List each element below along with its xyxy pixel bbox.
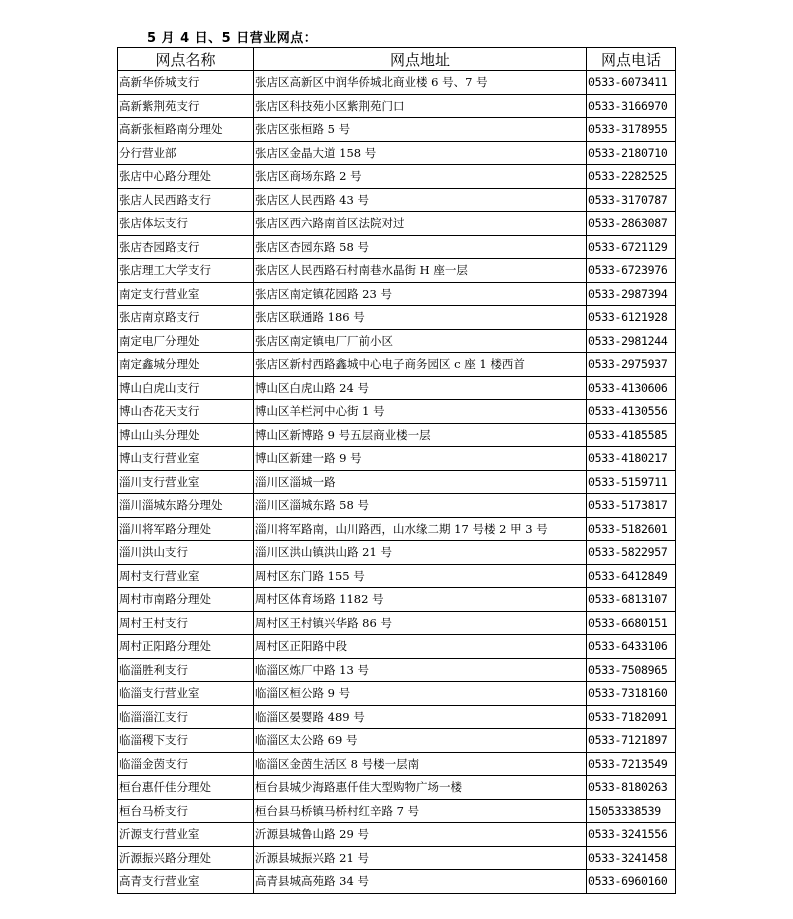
branch-address-cell: 张店区人民西路石村南巷水晶街 H 座一层 <box>254 259 587 283</box>
branch-address-cell: 临淄区桓公路 9 号 <box>254 682 587 706</box>
branch-phone-cell: 0533-6721129 <box>587 235 676 259</box>
branch-name-cell: 张店理工大学支行 <box>118 259 254 283</box>
branch-address-cell: 高青县城高苑路 34 号 <box>254 870 587 894</box>
branch-address-cell: 张店区人民西路 43 号 <box>254 188 587 212</box>
table-row <box>118 118 676 142</box>
branch-name-cell: 淄川洪山支行 <box>118 541 254 565</box>
table-row <box>118 823 676 847</box>
branch-address-cell: 淄川区淄城东路 58 号 <box>254 494 587 518</box>
table-row <box>118 776 676 800</box>
branch-name-cell: 博山杏花天支行 <box>118 400 254 424</box>
branch-phone-cell: 0533-2180710 <box>587 141 676 165</box>
branch-phone-cell: 0533-2975937 <box>587 353 676 377</box>
table-row <box>118 423 676 447</box>
table-row <box>118 494 676 518</box>
table-row <box>118 729 676 753</box>
branch-address-cell: 张店区西六路南首区法院对过 <box>254 212 587 236</box>
table-row <box>118 799 676 823</box>
branch-address-cell: 张店区联通路 186 号 <box>254 306 587 330</box>
branch-phone-cell: 0533-5173817 <box>587 494 676 518</box>
branch-phone-cell: 15053338539 <box>587 799 676 823</box>
table-row <box>118 165 676 189</box>
table-row <box>118 306 676 330</box>
table-row <box>118 235 676 259</box>
branch-address-cell: 桓台县城少海路惠仟佳大型购物广场一楼 <box>254 776 587 800</box>
branch-name-cell: 临淄金茵支行 <box>118 752 254 776</box>
branch-name-cell: 高新紫荆苑支行 <box>118 94 254 118</box>
table-row <box>118 329 676 353</box>
branch-phone-cell: 0533-6723976 <box>587 259 676 283</box>
branch-phone-cell: 0533-3178955 <box>587 118 676 142</box>
branch-phone-cell: 0533-7508965 <box>587 658 676 682</box>
branch-phone-cell: 0533-6433106 <box>587 635 676 659</box>
branch-phone-cell: 0533-2981244 <box>587 329 676 353</box>
table-row <box>118 376 676 400</box>
table-row <box>118 259 676 283</box>
branch-phone-cell: 0533-4185585 <box>587 423 676 447</box>
branch-phone-cell: 0533-3241458 <box>587 846 676 870</box>
branch-name-cell: 分行营业部 <box>118 141 254 165</box>
branch-name-cell: 张店南京路支行 <box>118 306 254 330</box>
branch-name-cell: 桓台惠仟佳分理处 <box>118 776 254 800</box>
table-row <box>118 611 676 635</box>
table-header-row <box>118 48 676 71</box>
branch-name-cell: 临淄胜利支行 <box>118 658 254 682</box>
branch-name-cell: 博山白虎山支行 <box>118 376 254 400</box>
branch-phone-cell: 0533-5822957 <box>587 541 676 565</box>
table-row <box>118 705 676 729</box>
column-header-phone: 网点电话 <box>587 48 676 71</box>
branch-address-cell: 博山区新博路 9 号五层商业楼一层 <box>254 423 587 447</box>
branch-phone-cell: 0533-8180263 <box>587 776 676 800</box>
branch-name-cell: 高青支行营业室 <box>118 870 254 894</box>
branch-address-cell: 周村区王村镇兴华路 86 号 <box>254 611 587 635</box>
branch-address-cell: 沂源县城鲁山路 29 号 <box>254 823 587 847</box>
table-row <box>118 71 676 95</box>
branch-name-cell: 南定电厂分理处 <box>118 329 254 353</box>
column-header-address: 网点地址 <box>254 48 587 71</box>
branch-address-cell: 张店区张桓路 5 号 <box>254 118 587 142</box>
branch-address-cell: 张店区高新区中润华侨城北商业楼 6 号、7 号 <box>254 71 587 95</box>
branch-address-cell: 桓台县马桥镇马桥村红辛路 7 号 <box>254 799 587 823</box>
branch-name-cell: 南定鑫城分理处 <box>118 353 254 377</box>
branch-address-cell: 张店区南定镇花园路 23 号 <box>254 282 587 306</box>
branch-phone-cell: 0533-6960160 <box>587 870 676 894</box>
branch-phone-cell: 0533-2987394 <box>587 282 676 306</box>
branch-address-cell: 淄川区淄城一路 <box>254 470 587 494</box>
branch-phone-cell: 0533-6412849 <box>587 564 676 588</box>
branch-phone-cell: 0533-7182091 <box>587 705 676 729</box>
branch-address-cell: 张店区新村西路鑫城中心电子商务园区 c 座 1 楼西首 <box>254 353 587 377</box>
branch-phone-cell: 0533-6680151 <box>587 611 676 635</box>
table-row <box>118 282 676 306</box>
branch-name-cell: 沂源振兴路分理处 <box>118 846 254 870</box>
table-row <box>118 212 676 236</box>
branch-name-cell: 淄川淄城东路分理处 <box>118 494 254 518</box>
branch-address-cell: 临淄区炼厂中路 13 号 <box>254 658 587 682</box>
branch-name-cell: 博山支行营业室 <box>118 447 254 471</box>
branch-name-cell: 高新张桓路南分理处 <box>118 118 254 142</box>
branch-address-cell: 张店区金晶大道 158 号 <box>254 141 587 165</box>
table-row <box>118 588 676 612</box>
branch-phone-cell: 0533-2863087 <box>587 212 676 236</box>
branch-address-cell: 临淄区晏婴路 489 号 <box>254 705 587 729</box>
table-row <box>118 870 676 894</box>
column-header-name: 网点名称 <box>118 48 254 71</box>
table-row <box>118 447 676 471</box>
branch-name-cell: 临淄稷下支行 <box>118 729 254 753</box>
branch-address-cell: 博山区羊栏河中心街 1 号 <box>254 400 587 424</box>
page-heading: 5 月 4 日、5 日营业网点： <box>147 31 318 46</box>
table-row <box>118 658 676 682</box>
branch-name-cell: 周村市南路分理处 <box>118 588 254 612</box>
branch-name-cell: 临淄淄江支行 <box>118 705 254 729</box>
table-row <box>118 141 676 165</box>
branch-address-cell: 张店区商场东路 2 号 <box>254 165 587 189</box>
branch-phone-cell: 0533-5182601 <box>587 517 676 541</box>
branch-name-cell: 张店中心路分理处 <box>118 165 254 189</box>
branch-name-cell: 沂源支行营业室 <box>118 823 254 847</box>
branch-phone-cell: 0533-7121897 <box>587 729 676 753</box>
table-row <box>118 635 676 659</box>
branch-address-cell: 周村区东门路 155 号 <box>254 564 587 588</box>
branch-name-cell: 高新华侨城支行 <box>118 71 254 95</box>
table-row <box>118 846 676 870</box>
branch-address-cell: 张店区南定镇电厂厂前小区 <box>254 329 587 353</box>
branch-address-cell: 博山区新建一路 9 号 <box>254 447 587 471</box>
branch-phone-cell: 0533-4180217 <box>587 447 676 471</box>
branch-name-cell: 周村支行营业室 <box>118 564 254 588</box>
table-row <box>118 94 676 118</box>
table-row <box>118 470 676 494</box>
branch-name-cell: 张店体坛支行 <box>118 212 254 236</box>
table-row <box>118 564 676 588</box>
branch-name-cell: 张店人民西路支行 <box>118 188 254 212</box>
branch-address-cell: 淄川区洪山镇洪山路 21 号 <box>254 541 587 565</box>
branch-name-cell: 张店杏园路支行 <box>118 235 254 259</box>
branch-name-cell: 淄川将军路分理处 <box>118 517 254 541</box>
branch-table <box>117 47 676 894</box>
branch-name-cell: 桓台马桥支行 <box>118 799 254 823</box>
branch-name-cell: 博山山头分理处 <box>118 423 254 447</box>
table-row <box>118 752 676 776</box>
branch-address-cell: 张店区杏园东路 58 号 <box>254 235 587 259</box>
branch-phone-cell: 0533-7213549 <box>587 752 676 776</box>
branch-name-cell: 淄川支行营业室 <box>118 470 254 494</box>
branch-phone-cell: 0533-6073411 <box>587 71 676 95</box>
branch-phone-cell: 0533-2282525 <box>587 165 676 189</box>
branch-address-cell: 沂源县城振兴路 21 号 <box>254 846 587 870</box>
table-row <box>118 517 676 541</box>
table-row <box>118 541 676 565</box>
branch-name-cell: 南定支行营业室 <box>118 282 254 306</box>
branch-phone-cell: 0533-3241556 <box>587 823 676 847</box>
branch-phone-cell: 0533-3170787 <box>587 188 676 212</box>
branch-phone-cell: 0533-3166970 <box>587 94 676 118</box>
branch-name-cell: 周村王村支行 <box>118 611 254 635</box>
branch-phone-cell: 0533-4130556 <box>587 400 676 424</box>
branch-address-cell: 临淄区太公路 69 号 <box>254 729 587 753</box>
branch-address-cell: 周村区体育场路 1182 号 <box>254 588 587 612</box>
branch-phone-cell: 0533-6121928 <box>587 306 676 330</box>
branch-phone-cell: 0533-6813107 <box>587 588 676 612</box>
branch-address-cell: 淄川将军路南，山川路西，山水缘二期 17 号楼 2 甲 3 号 <box>254 517 587 541</box>
branch-address-cell: 张店区科技苑小区紫荆苑门口 <box>254 94 587 118</box>
branch-name-cell: 临淄支行营业室 <box>118 682 254 706</box>
branch-name-cell: 周村正阳路分理处 <box>118 635 254 659</box>
table-row <box>118 188 676 212</box>
table-row <box>118 682 676 706</box>
branch-address-cell: 临淄区金茵生活区 8 号楼一层南 <box>254 752 587 776</box>
branch-phone-cell: 0533-5159711 <box>587 470 676 494</box>
table-row <box>118 400 676 424</box>
branch-address-cell: 周村区正阳路中段 <box>254 635 587 659</box>
branch-phone-cell: 0533-4130606 <box>587 376 676 400</box>
branch-phone-cell: 0533-7318160 <box>587 682 676 706</box>
branch-address-cell: 博山区白虎山路 24 号 <box>254 376 587 400</box>
table-row <box>118 353 676 377</box>
